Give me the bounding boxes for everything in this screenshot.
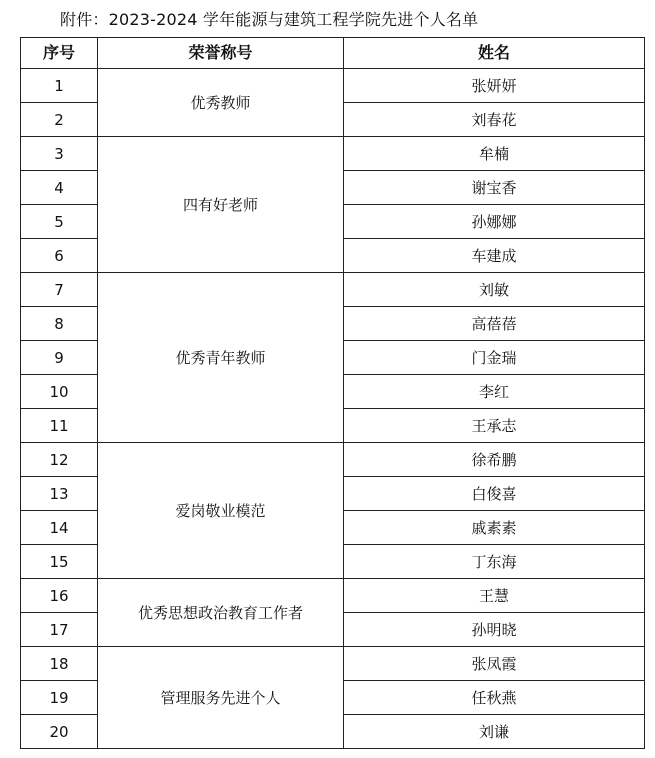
name-cell: 戚素素: [344, 511, 645, 545]
document-title: 附件：2023-2024 学年能源与建筑工程学院先进个人名单: [60, 10, 479, 29]
seq-cell: 18: [21, 647, 98, 681]
seq-cell: 12: [21, 443, 98, 477]
seq-cell: 3: [21, 137, 98, 171]
name-cell: 刘春花: [344, 103, 645, 137]
name-cell: 孙明晓: [344, 613, 645, 647]
seq-cell: 14: [21, 511, 98, 545]
seq-cell: 13: [21, 477, 98, 511]
table-row: [21, 579, 645, 613]
name-cell: 刘谦: [344, 715, 645, 749]
seq-cell: 2: [21, 103, 98, 137]
seq-cell: 9: [21, 341, 98, 375]
table-row: [21, 443, 645, 477]
name-cell: 车建成: [344, 239, 645, 273]
honor-cell: 管理服务先进个人: [98, 647, 344, 749]
name-cell: 牟楠: [344, 137, 645, 171]
name-cell: 张凤霞: [344, 647, 645, 681]
seq-cell: 8: [21, 307, 98, 341]
seq-cell: 5: [21, 205, 98, 239]
header-honor: 荣誉称号: [98, 38, 344, 69]
seq-cell: 19: [21, 681, 98, 715]
name-cell: 谢宝香: [344, 171, 645, 205]
name-cell: 李红: [344, 375, 645, 409]
honor-cell: 爱岗敬业模范: [98, 443, 344, 579]
seq-cell: 1: [21, 69, 98, 103]
header-name: 姓名: [344, 38, 645, 69]
name-cell: 刘敏: [344, 273, 645, 307]
seq-cell: 4: [21, 171, 98, 205]
honor-cell: 优秀青年教师: [98, 273, 344, 443]
honor-cell: 优秀思想政治教育工作者: [98, 579, 344, 647]
name-cell: 徐希鹏: [344, 443, 645, 477]
name-cell: 高蓓蓓: [344, 307, 645, 341]
header-seq: 序号: [21, 38, 98, 69]
honor-cell: 四有好老师: [98, 137, 344, 273]
seq-cell: 10: [21, 375, 98, 409]
table-row: [21, 69, 645, 103]
honor-list-table: [20, 37, 645, 749]
seq-cell: 7: [21, 273, 98, 307]
name-cell: 张妍妍: [344, 69, 645, 103]
name-cell: 任秋燕: [344, 681, 645, 715]
name-cell: 王慧: [344, 579, 645, 613]
name-cell: 白俊喜: [344, 477, 645, 511]
name-cell: 丁东海: [344, 545, 645, 579]
name-cell: 王承志: [344, 409, 645, 443]
name-cell: 孙娜娜: [344, 205, 645, 239]
seq-cell: 20: [21, 715, 98, 749]
table-row: [21, 647, 645, 681]
seq-cell: 15: [21, 545, 98, 579]
seq-cell: 17: [21, 613, 98, 647]
name-cell: 门金瑞: [344, 341, 645, 375]
seq-cell: 11: [21, 409, 98, 443]
seq-cell: 6: [21, 239, 98, 273]
seq-cell: 16: [21, 579, 98, 613]
table-row: [21, 137, 645, 171]
honor-cell: 优秀教师: [98, 69, 344, 137]
table-header-row: [21, 38, 645, 69]
table-row: [21, 273, 645, 307]
